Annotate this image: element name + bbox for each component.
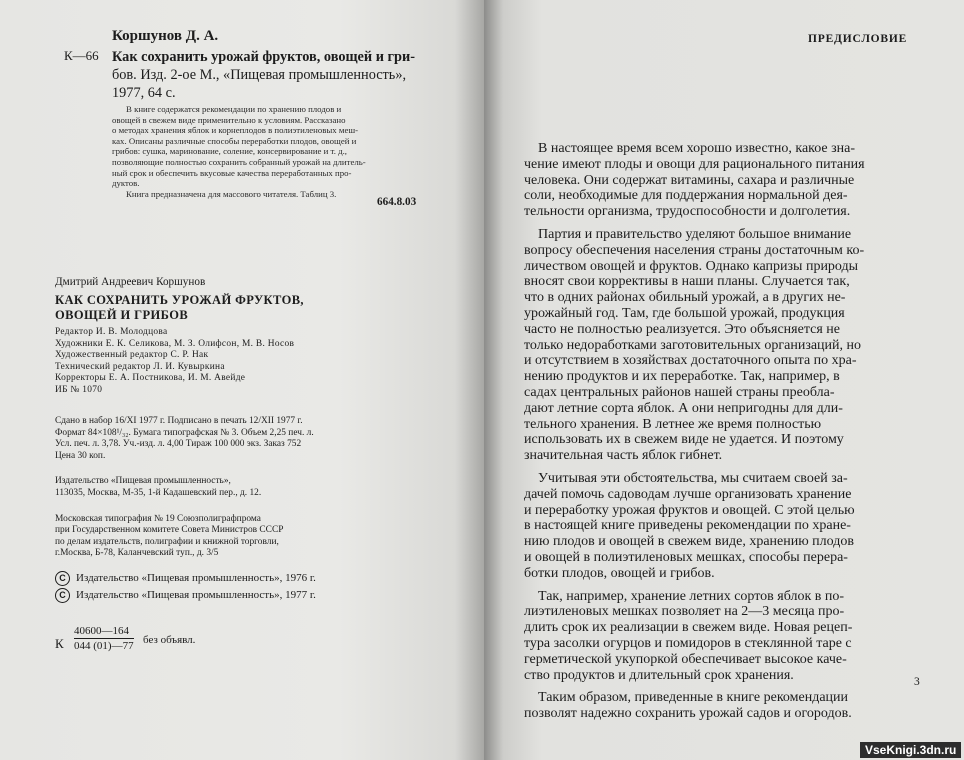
index-letter: К (55, 636, 64, 651)
copyright-icon: C (55, 588, 70, 603)
text-line: длить срок их реализации в свежем виде. Новая рецеп- (524, 620, 853, 636)
copyright-line: Издательство «Пищевая промышленность», 1977 г. (76, 589, 316, 601)
index-note: без объявл. (143, 634, 196, 646)
text-line: Учитывая эти обстоятельства, мы считаем своей за- (538, 470, 848, 486)
right-page (484, 0, 964, 760)
annotation-line: Книга предназначена для массового читателя. Таблиц 3. (126, 188, 337, 199)
text-line: нию плодов и овощей в свежем виде, хранению плодов (524, 534, 854, 550)
tech-line: Сдано в набор 16/XI 1977 г. Подписано в печать 12/XII 1977 г. (55, 416, 303, 426)
credit-line: Художественный редактор С. Р. Нак (55, 350, 209, 360)
preface-body (524, 141, 956, 729)
text-line: вопросу обеспечения населения страны достаточным ко- (524, 242, 865, 258)
credit-line: ИБ № 1070 (55, 384, 103, 395)
bib-title-line: 1977, 64 с. (112, 85, 176, 101)
tech-line: Формат 84×108¹/₃₂. Бумага типографская № 3. Объем 2,25 печ. л. (55, 427, 314, 438)
text-line: что в одних районах обильный урожай, а в других не- (524, 290, 846, 306)
author-heading: Коршунов Д. А. (112, 28, 219, 44)
text-line: урожайный год. Там, где большой урожай, продукция (524, 305, 845, 321)
copyright-line: Издательство «Пищевая промышленность», 1976 г. (76, 572, 316, 584)
bib-title-line: бов. Изд. 2-ое М., «Пищевая промышленность», (112, 67, 407, 83)
text-line: значительная часть яблок гибнет. (524, 448, 723, 464)
printer-line: Московская типография № 19 Союзполиграфпрома (55, 514, 261, 524)
publisher-line: 113035, Москва, М-35, 1-й Кадашевский пер., д. 12. (55, 488, 262, 498)
page-number: 3 (914, 676, 920, 688)
annotation-line: о методах хранения яблок и корнеплодов в полиэтиленовых меш- (112, 125, 359, 136)
credits (55, 327, 294, 396)
book-title-line: КАК СОХРАНИТЬ УРОЖАЙ ФРУКТОВ, (55, 293, 304, 307)
printer-line: по делам издательств, полиграфии и книжной торговли, (55, 536, 279, 547)
text-line: ботки плодов, овощей и грибов. (524, 565, 715, 581)
text-line: тельного хранения. В летнее же время полностью (524, 416, 822, 432)
text-line: вносят свои коррективы в наши планы. Случается так, (524, 274, 850, 290)
index-denominator: 044 (01)—77 (74, 640, 134, 652)
annotation-line: ный срок и обеспечить вкусовые качества переработанных про- (112, 167, 352, 178)
bibliographic-entry (112, 48, 415, 102)
call-number: 664.8.03 (377, 196, 417, 208)
text-line: ство продуктов и длительный срок хранения. (524, 667, 794, 683)
book-title (55, 293, 304, 323)
copyright-icon: C (55, 571, 70, 586)
annotation-line: грибов: сушка, маринование, соление, консервирование и т. д., (112, 146, 348, 157)
book-title-line: ОВОЩЕЙ И ГРИБОВ (55, 308, 189, 322)
annotation-line: овощей в свежем виде применительно к условиям. Рассказано (112, 114, 346, 125)
tech-line: Цена 30 коп. (55, 450, 106, 461)
text-line: садах центральных районов нашей страны преобла- (524, 384, 835, 400)
printer-line: при Государственном комитете Совета Министров СССР (55, 525, 284, 536)
tech-line: Усл. печ. л. 3,78. Уч.-изд. л. 4,00 Тираж 100 000 экз. Заказ 752 (55, 439, 302, 449)
preface-heading: ПРЕДИСЛОВИЕ (808, 33, 908, 45)
text-line: в настоящей книге приведены рекомендации по хране- (524, 518, 851, 534)
printer-info (55, 514, 283, 559)
bib-title-line: Как сохранить урожай фруктов, овощей и гри- (112, 49, 415, 65)
text-line: только недоработками заготовительных организаций, но (524, 337, 862, 353)
text-line: тельности организма, трудоспособности и долголетия. (524, 204, 851, 220)
text-line: В настоящее время всем хорошо известно, какое зна- (538, 141, 856, 156)
text-line: позволят надежно сохранить урожай садов и огородов. (524, 706, 852, 722)
credit-line: Технический редактор Л. И. Кувыркина (55, 361, 225, 372)
annotation-line: В книге содержатся рекомендации по хранению плодов и (126, 104, 342, 114)
publisher-line: Издательство «Пищевая промышленность», (55, 476, 231, 486)
text-line: Так, например, хранение летних сортов яблок в по- (538, 588, 845, 604)
text-line: тура засолки огурцов и помидоров в стеклянной таре с (524, 635, 852, 651)
technical-info (55, 416, 314, 462)
text-line: личеством овощей и фруктов. Однако капризы природы (524, 258, 859, 274)
text-line: и переработку урожая фруктов и овощей. С этой целью (524, 502, 855, 518)
text-line: человека. Они содержат витамины, сахара и различные (524, 172, 855, 188)
annotation-line: дуктов. (112, 178, 140, 189)
annotation-line: ках. Описаны различные способы переработки плодов, овощей и (112, 135, 357, 146)
printer-line: г.Москва, Б-78, Каланчевский туп., д. 3/5 (55, 547, 219, 558)
text-line: часто не полностью реализуется. Это объясняется не (524, 321, 840, 337)
text-line: Таким образом, приведенные в книге рекомендации (538, 690, 849, 706)
paragraph (524, 471, 956, 582)
text-line: герметической укупоркой обеспечивает высокое каче- (524, 651, 847, 667)
text-line: дают летние сорта яблок. А они непригодны для дли- (524, 400, 843, 416)
annotation-line: позволяющие полностью сохранить собранный урожай на длитель- (112, 156, 366, 167)
annotation (112, 104, 366, 199)
copyright-block (55, 570, 316, 604)
author-full-name: Дмитрий Андреевич Коршунов (55, 276, 206, 288)
paragraph (524, 690, 956, 722)
watermark: VseKnigi.3dn.ru (860, 742, 961, 758)
text-line: и отсутствием в хозяйствах достаточного опыта по хра- (524, 353, 857, 369)
text-line: лиэтиленовых мешках позволяет на 2—3 месяца про- (524, 604, 845, 620)
text-line: и овощей в полиэтиленовых мешках, способы перера- (524, 549, 848, 565)
text-line: соли, необходимые для поддержания нормальной дея- (524, 188, 848, 204)
text-line: нению продуктов и их переработке. Так, например, в (524, 369, 840, 385)
paragraph (524, 589, 956, 684)
index-fraction (74, 625, 134, 652)
catalog-code: К—66 (64, 48, 99, 63)
paragraph (524, 141, 956, 220)
credit-line: Корректоры Е. А. Постникова, И. М. Авейде (55, 373, 246, 383)
text-line: дачей помочь садоводам лучше организовать хранение (524, 486, 852, 502)
publisher-info (55, 475, 261, 499)
credit-line: Редактор И. В. Молодцова (55, 327, 168, 337)
index-numerator: 40600—164 (74, 625, 134, 639)
text-line: чение имеют плоды и овощи для рационального питания (524, 156, 865, 172)
paragraph (524, 227, 956, 464)
credit-line: Художники Е. К. Селикова, М. З. Олифсон, М. В. Носов (55, 338, 295, 349)
text-line: использовать их в свежем виде не удается. И поэтому (524, 432, 844, 448)
text-line: Партия и правительство уделяют большое внимание (538, 226, 852, 242)
